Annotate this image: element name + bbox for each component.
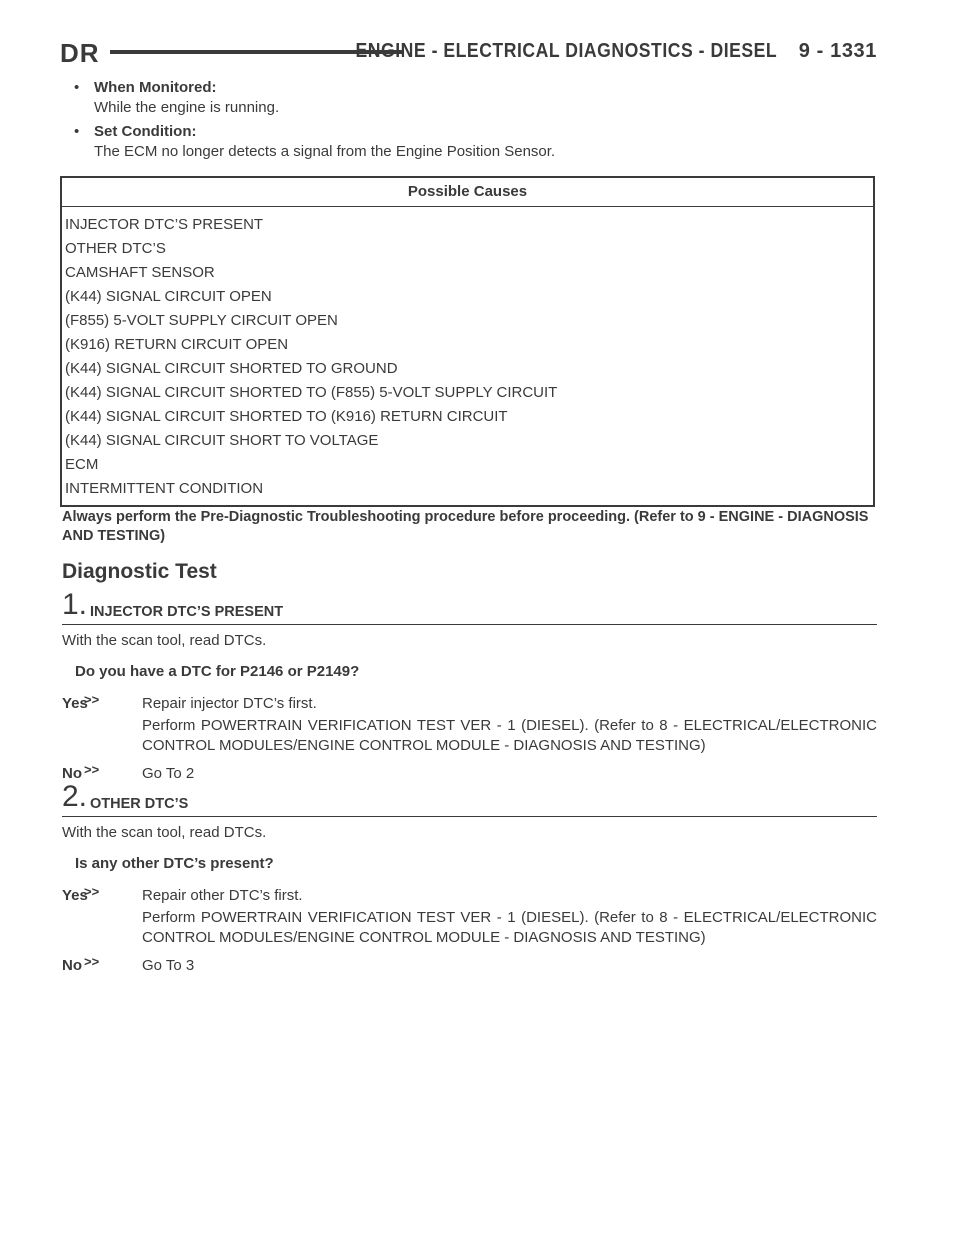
cause-item: OTHER DTC’S	[65, 240, 166, 257]
cause-item: CAMSHAFT SENSOR	[65, 264, 215, 281]
possible-causes-table	[60, 176, 875, 507]
bullet-title: Set Condition:	[94, 123, 197, 140]
section-title: Diagnostic Test	[62, 560, 217, 583]
step-number: 2.	[62, 780, 88, 813]
answer-yes-text: Repair other DTC’s first.	[142, 887, 303, 904]
header-section-code: DR	[60, 38, 100, 68]
answer-yes-label: Yes	[62, 695, 88, 712]
pre-diagnostic-note: Always perform the Pre-Diagnostic Troubleshooting procedure before proceeding. (Refer to 9 - ENGINE - DIAGNOSIS AND TESTING)	[62, 509, 869, 544]
answer-yes-detail: Perform POWERTRAIN VERIFICATION TEST VER - 1 (DIESEL). (Refer to 8 - ELECTRICAL/ELECTRONIC CONTROL MODULES/ENGINE CONTROL MODULE - DIAGNOSIS AND TESTING)	[142, 717, 877, 754]
cause-item: INTERMITTENT CONDITION	[65, 480, 264, 497]
bullet-when-monitored	[62, 78, 882, 118]
step-question: Is any other DTC’s present?	[75, 855, 274, 872]
arrow-icon: >>	[84, 954, 100, 969]
cause-item: (K44) SIGNAL CIRCUIT SHORTED TO (F855) 5-VOLT SUPPLY CIRCUIT	[65, 384, 558, 401]
step-title: INJECTOR DTC’S PRESENT	[90, 604, 284, 620]
possible-causes-list	[62, 207, 873, 505]
answer-no	[62, 764, 877, 784]
answer-yes-detail: Perform POWERTRAIN VERIFICATION TEST VER - 1 (DIESEL). (Refer to 8 - ELECTRICAL/ELECTRONIC CONTROL MODULES/ENGINE CONTROL MODULE - DIAGNOSIS AND TESTING)	[142, 909, 877, 946]
answer-yes	[62, 694, 877, 756]
bullet-title: When Monitored:	[94, 79, 217, 96]
page-number: 9 - 1331	[798, 40, 877, 62]
answer-yes-label: Yes	[62, 887, 88, 904]
cause-item: (K44) SIGNAL CIRCUIT OPEN	[65, 288, 272, 305]
bullet-set-condition	[62, 122, 882, 162]
possible-causes-heading: Possible Causes	[62, 178, 873, 207]
cause-item: (K44) SIGNAL CIRCUIT SHORTED TO GROUND	[65, 360, 398, 377]
step-number: 1.	[62, 588, 88, 621]
bullet-text: While the engine is running.	[94, 99, 280, 116]
answer-no-label: No	[62, 765, 82, 782]
answer-no-label: No	[62, 957, 82, 974]
step-instruction: With the scan tool, read DTCs.	[62, 632, 267, 649]
step-question: Do you have a DTC for P2146 or P2149?	[75, 663, 360, 680]
bullet-dot-icon: •	[74, 79, 80, 96]
cause-item: INJECTOR DTC’S PRESENT	[65, 216, 264, 233]
answer-no-text: Go To 3	[142, 957, 195, 974]
cause-item: ECM	[65, 456, 99, 473]
bullet-text: The ECM no longer detects a signal from the Engine Position Sensor.	[94, 143, 556, 160]
answer-no-text: Go To 2	[142, 765, 195, 782]
arrow-icon: >>	[84, 692, 100, 707]
answer-yes	[62, 886, 877, 948]
cause-item: (K44) SIGNAL CIRCUIT SHORTED TO (K916) RETURN CIRCUIT	[65, 408, 508, 425]
answer-no	[62, 956, 877, 976]
bullet-dot-icon: •	[74, 123, 80, 140]
answer-yes-text: Repair injector DTC’s first.	[142, 695, 317, 712]
step-instruction: With the scan tool, read DTCs.	[62, 824, 267, 841]
monitor-info	[62, 78, 882, 166]
test-step-1	[62, 588, 877, 784]
step-heading	[62, 780, 877, 817]
test-step-2	[62, 780, 877, 976]
header-title: ENGINE - ELECTRICAL DIAGNOSTICS - DIESEL	[355, 40, 777, 62]
arrow-icon: >>	[84, 762, 100, 777]
arrow-icon: >>	[84, 884, 100, 899]
step-title: OTHER DTC’S	[90, 796, 189, 812]
step-heading	[62, 588, 877, 625]
cause-item: (F855) 5-VOLT SUPPLY CIRCUIT OPEN	[65, 312, 338, 329]
page-header	[60, 36, 877, 70]
cause-item: (K44) SIGNAL CIRCUIT SHORT TO VOLTAGE	[65, 432, 379, 449]
cause-item: (K916) RETURN CIRCUIT OPEN	[65, 336, 289, 353]
